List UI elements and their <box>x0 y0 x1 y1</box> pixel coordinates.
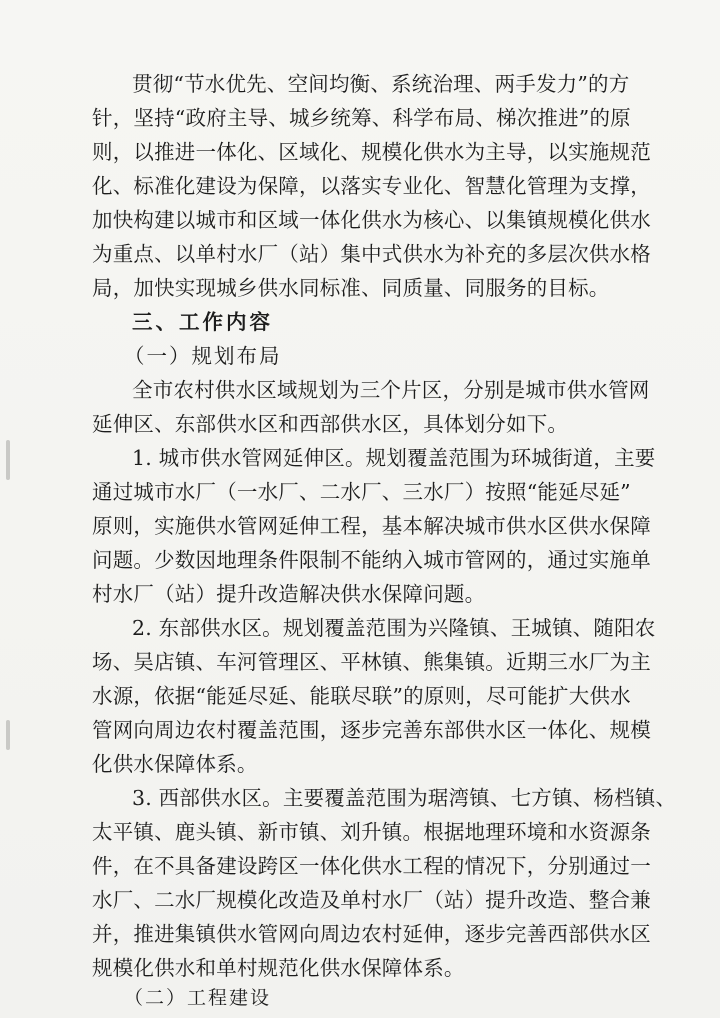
paragraph-line: 问题。少数因地理条件限制不能纳入城市管网的，通过实施单 <box>92 548 651 572</box>
paragraph-line: 2. 东部供水区。规划覆盖范围为兴隆镇、王城镇、随阳农 <box>132 616 656 640</box>
paragraph-line: 件，在不具备建设跨区一体化供水工程的情况下，分别通过一 <box>92 854 651 878</box>
paragraph-line: 针，坚持“政府主导、城乡统筹、科学布局、梯次推进”的原 <box>92 106 631 130</box>
section-heading: 三、工作内容 <box>132 310 273 334</box>
paragraph-line: 村水厂（站）提升改造解决供水保障问题。 <box>92 582 486 606</box>
paragraph-line: 太平镇、鹿头镇、新市镇、刘升镇。根据地理环境和水资源条 <box>92 820 651 844</box>
paragraph-line: 并，推进集镇供水管网向周边农村延伸，逐步完善西部供水区 <box>92 922 651 946</box>
subsection-heading: （一）规划布局 <box>124 344 282 368</box>
paragraph-line: 全市农村供水区域规划为三个片区，分别是城市供水管网 <box>132 378 650 402</box>
paragraph-line: 水源，依据“能延尽延、能联尽联”的原则，尽可能扩大供水 <box>92 684 631 708</box>
paragraph-line: 3. 西部供水区。主要覆盖范围为琚湾镇、七方镇、杨档镇、 <box>132 786 677 810</box>
paragraph-line: 通过城市水厂（一水厂、二水厂、三水厂）按照“能延尽延” <box>92 480 631 504</box>
paragraph-line: 水厂、二水厂规模化改造及单村水厂（站）提升改造、整合兼 <box>92 888 651 912</box>
paragraph-line: 贯彻“节水优先、空间均衡、系统治理、两手发力”的方 <box>132 72 630 96</box>
scan-edge-mark <box>6 720 10 750</box>
paragraph-line: 管网向周边农村覆盖范围，逐步完善东部供水区一体化、规模 <box>92 718 651 742</box>
paragraph-line: 为重点、以单村水厂（站）集中式供水为补充的多层次供水格 <box>92 242 651 266</box>
scan-edge-mark <box>6 440 10 480</box>
paragraph-line: 场、吴店镇、车河管理区、平林镇、熊集镇。近期三水厂为主 <box>92 650 651 674</box>
paragraph-line: 化供水保障体系。 <box>92 752 258 776</box>
subsection-heading: （二）工程建设 <box>124 987 272 1009</box>
paragraph-line: 延伸区、东部供水区和西部供水区，具体划分如下。 <box>92 412 569 436</box>
paragraph-line: 1. 城市供水管网延伸区。规划覆盖范围为环城街道，主要 <box>132 446 656 470</box>
paragraph-line: 则，以推进一体化、区域化、规模化供水为主导，以实施规范 <box>92 140 651 164</box>
paragraph-line: 局，加快实现城乡供水同标准、同质量、同服务的目标。 <box>92 276 610 300</box>
paragraph-line: 原则，实施供水管网延伸工程，基本解决城市供水区供水保障 <box>92 514 651 538</box>
paragraph-line: 规模化供水和单村规范化供水保障体系。 <box>92 956 465 980</box>
paragraph-line: 化、标准化建设为保障，以落实专业化、智慧化管理为支撑， <box>92 174 651 198</box>
paragraph-line: 加快构建以城市和区域一体化供水为核心、以集镇规模化供水 <box>92 208 651 232</box>
